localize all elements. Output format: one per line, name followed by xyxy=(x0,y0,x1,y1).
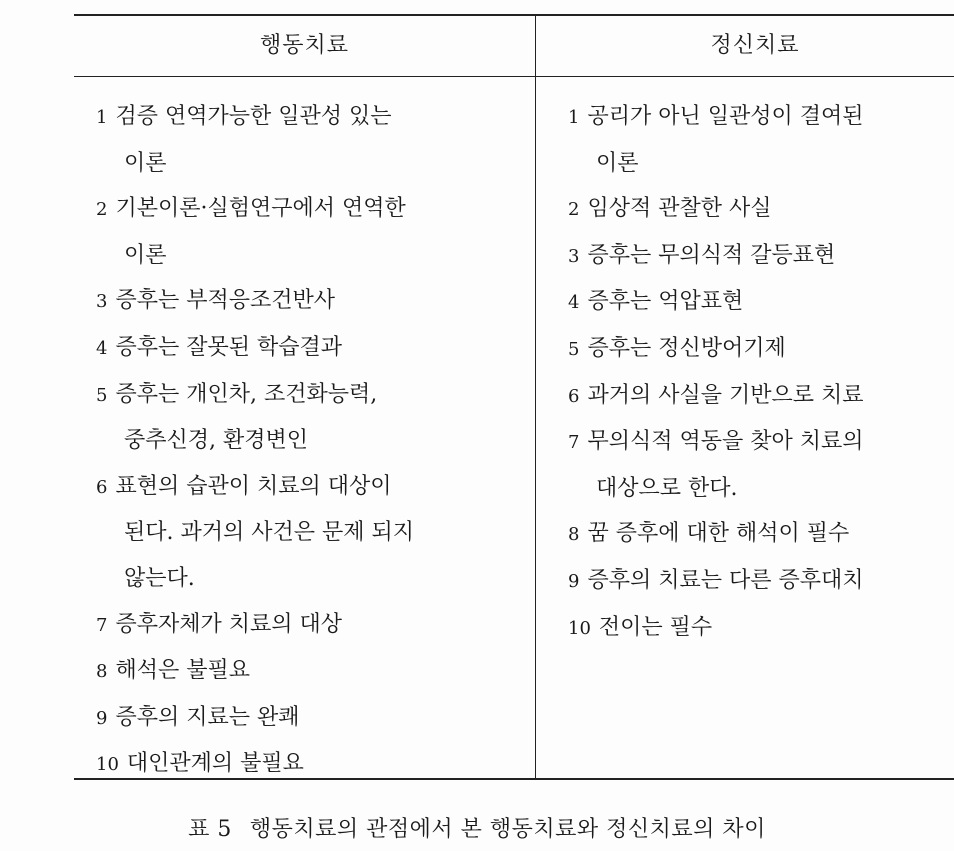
list-item xyxy=(568,511,954,558)
item-line xyxy=(568,94,954,141)
header-psychotherapy: 정신치료 xyxy=(710,33,800,58)
list-item xyxy=(96,602,530,649)
item-line xyxy=(96,510,530,556)
item-line xyxy=(96,464,530,511)
item-text: 전이는 필수 xyxy=(598,614,713,640)
table-top-rule xyxy=(74,14,954,16)
item-text: 이론 xyxy=(124,242,167,268)
item-text: 과거의 사실을 기반으로 치료 xyxy=(587,382,864,408)
item-number: 1 xyxy=(568,107,580,128)
list-item xyxy=(96,648,530,695)
list-item xyxy=(96,741,530,788)
item-number: 5 xyxy=(568,338,580,360)
item-line xyxy=(96,94,530,141)
item-line xyxy=(96,648,530,695)
item-text: 기본이론·실험연구에서 연역한 xyxy=(115,196,406,222)
list-item xyxy=(568,326,954,373)
caption-label: 표 5 xyxy=(188,817,232,842)
list-item xyxy=(568,94,954,186)
item-line xyxy=(96,141,530,187)
item-number: 5 xyxy=(96,384,108,406)
item-text: 임상적 관찰한 사실 xyxy=(587,196,772,222)
list-item xyxy=(568,186,954,233)
item-line xyxy=(96,418,530,464)
item-line xyxy=(96,233,530,279)
item-line xyxy=(568,186,954,233)
item-text: 증후는 잘못된 학습결과 xyxy=(115,334,342,360)
psychotherapy-column xyxy=(568,94,954,651)
list-item xyxy=(96,372,530,464)
list-item xyxy=(96,94,530,186)
item-number: 8 xyxy=(568,524,580,546)
list-item xyxy=(568,373,954,420)
list-item xyxy=(568,419,954,511)
item-line xyxy=(568,233,954,280)
item-line xyxy=(568,279,954,326)
caption-text: 행동치료의 관점에서 본 행동치료와 정신치료의 차이 xyxy=(249,817,766,842)
item-line xyxy=(96,741,530,788)
item-line xyxy=(96,602,530,649)
list-item xyxy=(96,464,530,602)
item-text: 증후는 부적응조건반사 xyxy=(115,288,335,314)
item-number: 3 xyxy=(96,291,108,313)
item-number: 9 xyxy=(96,707,108,729)
table-caption xyxy=(0,812,954,843)
item-line xyxy=(96,556,530,602)
item-line xyxy=(96,278,530,325)
item-line xyxy=(568,141,954,187)
item-text: 증후자체가 치료의 대상 xyxy=(115,611,342,637)
item-line xyxy=(96,186,530,233)
list-item xyxy=(568,279,954,326)
item-number: 9 xyxy=(568,570,580,592)
item-text: 않는다. xyxy=(124,565,195,591)
list-item xyxy=(96,186,530,278)
list-item xyxy=(96,278,530,325)
list-item xyxy=(568,605,954,652)
item-text: 이론 xyxy=(596,150,639,176)
item-text: 증후의 지료는 완쾌 xyxy=(115,704,300,730)
item-text: 검증 연역가능한 일관성 있는 xyxy=(115,104,392,129)
item-text: 해석은 불필요 xyxy=(115,658,250,684)
item-text: 표현의 습관이 치료의 대상이 xyxy=(115,473,392,499)
item-text: 공리가 아닌 일관성이 결여된 xyxy=(587,104,864,129)
item-text: 꿈 증후에 대한 해석이 필수 xyxy=(587,521,850,547)
list-item xyxy=(568,558,954,605)
item-line xyxy=(568,466,954,512)
item-text: 대인관계의 불필요 xyxy=(126,751,304,777)
table-header-rule xyxy=(74,76,954,77)
item-number: 2 xyxy=(568,199,580,221)
item-number: 3 xyxy=(568,245,580,267)
item-number: 6 xyxy=(96,476,108,498)
item-number: 4 xyxy=(568,292,580,314)
item-text: 증후는 무의식적 갈등표현 xyxy=(587,242,836,268)
item-number: 1 xyxy=(96,107,108,128)
behavior-therapy-column xyxy=(96,94,530,788)
column-divider xyxy=(535,14,536,780)
list-item xyxy=(96,325,530,372)
item-line xyxy=(568,373,954,420)
item-line xyxy=(568,511,954,558)
item-text: 중추신경, 환경변인 xyxy=(124,428,309,454)
item-number: 7 xyxy=(568,432,580,454)
item-line xyxy=(96,695,530,742)
item-text: 된다. 과거의 사건은 문제 되지 xyxy=(124,520,414,546)
item-line xyxy=(568,326,954,373)
item-number: 2 xyxy=(96,199,108,221)
item-line xyxy=(96,372,530,419)
item-number: 4 xyxy=(96,337,108,359)
item-number: 8 xyxy=(96,661,108,683)
comparison-table xyxy=(74,14,954,780)
list-item xyxy=(568,233,954,280)
item-number: 10 xyxy=(568,617,591,639)
item-text: 이론 xyxy=(124,150,167,176)
list-item xyxy=(96,695,530,742)
item-number: 10 xyxy=(96,754,119,776)
item-text: 대상으로 한다. xyxy=(596,475,738,501)
item-number: 6 xyxy=(568,385,580,407)
item-text: 증후는 개인차, 조건화능력, xyxy=(115,381,378,407)
item-line xyxy=(568,558,954,605)
item-text: 무의식적 역동을 찾아 치료의 xyxy=(587,429,864,455)
item-number: 7 xyxy=(96,614,108,636)
item-text: 증후는 정신방어기제 xyxy=(587,335,786,361)
item-line xyxy=(568,419,954,466)
item-line xyxy=(96,325,530,372)
item-text: 증후의 치료는 다른 증후대치 xyxy=(587,567,864,593)
item-text: 증후는 억압표현 xyxy=(587,289,744,315)
header-behavior-therapy: 행동치료 xyxy=(259,33,349,58)
item-line xyxy=(568,605,954,652)
